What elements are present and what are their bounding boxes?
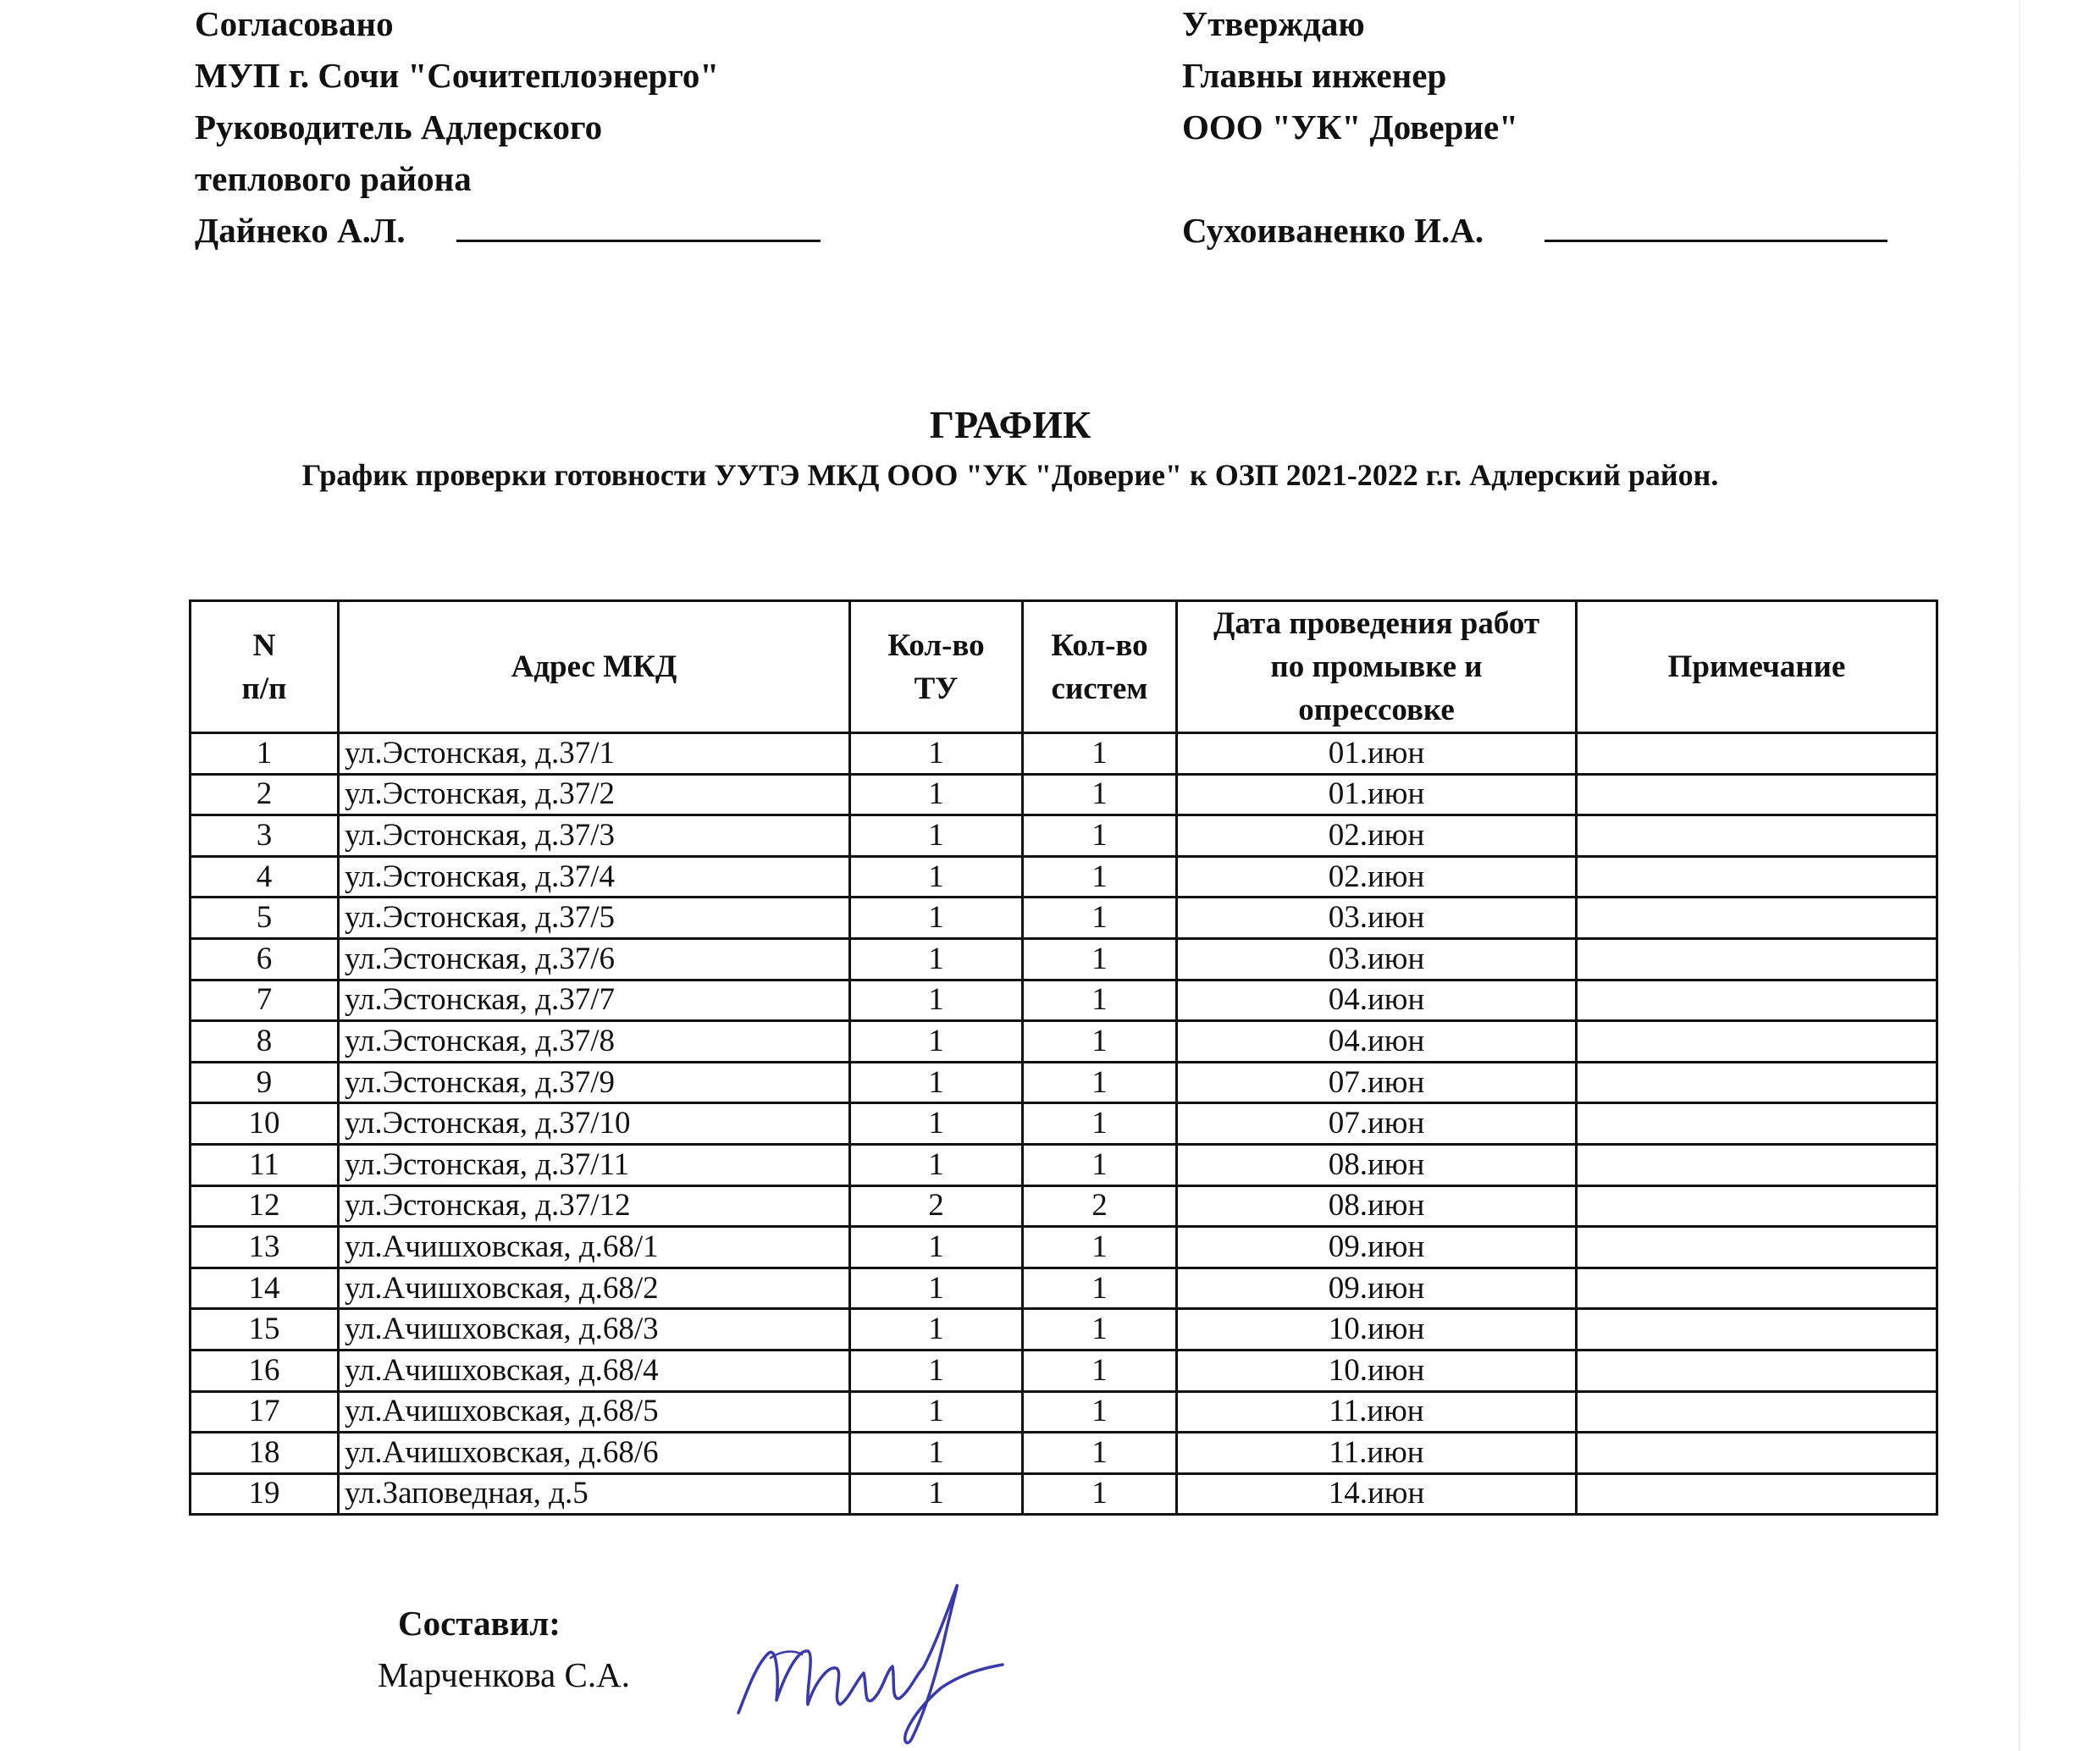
cell-systems-count: 2 [1023, 1185, 1177, 1227]
cell-tu-count: 1 [850, 1227, 1023, 1268]
cell-number: 13 [191, 1227, 339, 1268]
table-row [191, 774, 1937, 815]
cell-number: 18 [191, 1433, 339, 1474]
table-row [191, 1103, 1937, 1145]
approved-spacer [1182, 153, 1887, 205]
agreed-heading: Согласовано [195, 4, 394, 43]
cell-number: 2 [191, 774, 339, 815]
table-row [191, 1473, 1937, 1515]
cell-address: ул.Эстонская, д.37/4 [339, 856, 850, 898]
cell-note [1577, 938, 1937, 980]
cell-date: 01.июн [1177, 774, 1577, 815]
approved-organization: ООО "УК" Доверие" [1182, 108, 1518, 146]
table-row [191, 1185, 1937, 1227]
cell-systems-count: 1 [1023, 1473, 1177, 1515]
cell-note [1577, 1062, 1937, 1103]
cell-note [1577, 1144, 1937, 1185]
cell-date: 09.июн [1177, 1227, 1577, 1268]
header-systems-count: Кол-во систем [1023, 601, 1177, 733]
cell-number: 3 [191, 815, 339, 857]
cell-number: 4 [191, 856, 339, 898]
table-row [191, 1268, 1937, 1309]
cell-note [1577, 1103, 1937, 1145]
cell-address: ул.Эстонская, д.37/7 [339, 980, 850, 1021]
cell-note [1577, 1268, 1937, 1309]
cell-date: 04.июн [1177, 980, 1577, 1021]
cell-systems-count: 1 [1023, 898, 1177, 939]
agreed-position-cont: теплового района [195, 159, 472, 198]
cell-number: 9 [191, 1062, 339, 1103]
cell-address: ул.Ачишховская, д.68/4 [339, 1350, 850, 1391]
cell-note [1577, 1309, 1937, 1351]
cell-systems-count: 1 [1023, 733, 1177, 775]
cell-address: ул.Эстонская, д.37/1 [339, 733, 850, 775]
cell-number: 11 [191, 1144, 339, 1185]
scan-edge-mark [2019, 0, 2020, 1751]
cell-address: ул.Эстонская, д.37/3 [339, 815, 850, 857]
cell-number: 12 [191, 1185, 339, 1227]
cell-systems-count: 1 [1023, 815, 1177, 857]
cell-date: 09.июн [1177, 1268, 1577, 1309]
cell-tu-count: 1 [850, 856, 1023, 898]
cell-date: 04.июн [1177, 1021, 1577, 1063]
cell-systems-count: 1 [1023, 1103, 1177, 1145]
agreed-signature-row [195, 205, 821, 257]
schedule-table [189, 599, 1938, 1516]
header-note: Примечание [1577, 601, 1937, 733]
cell-note [1577, 1350, 1937, 1391]
table-row [191, 980, 1937, 1021]
cell-note [1577, 856, 1937, 898]
cell-date: 01.июн [1177, 733, 1577, 775]
cell-number: 16 [191, 1350, 339, 1391]
cell-number: 1 [191, 733, 339, 775]
cell-note [1577, 1227, 1937, 1268]
cell-address: ул.Ачишховская, д.68/6 [339, 1433, 850, 1474]
compiled-label: Составил: [398, 1604, 561, 1643]
header-tu-count: Кол-во ТУ [850, 601, 1023, 733]
cell-tu-count: 1 [850, 1391, 1023, 1433]
cell-note [1577, 1433, 1937, 1474]
cell-number: 15 [191, 1309, 339, 1351]
cell-systems-count: 1 [1023, 1309, 1177, 1351]
cell-tu-count: 1 [850, 980, 1023, 1021]
cell-note [1577, 774, 1937, 815]
cell-systems-count: 1 [1023, 774, 1177, 815]
table-row [191, 1433, 1937, 1474]
table-row [191, 1062, 1937, 1103]
approved-block [1182, 0, 1887, 257]
cell-tu-count: 1 [850, 1144, 1023, 1185]
agreed-organization: МУП г. Сочи "Сочитеплоэнерго" [195, 56, 720, 95]
cell-note [1577, 733, 1937, 775]
cell-date: 11.июн [1177, 1433, 1577, 1474]
cell-tu-count: 1 [850, 1309, 1023, 1351]
cell-number: 17 [191, 1391, 339, 1433]
cell-tu-count: 1 [850, 774, 1023, 815]
cell-number: 19 [191, 1473, 339, 1515]
cell-tu-count: 1 [850, 1473, 1023, 1515]
table-row [191, 1144, 1937, 1185]
cell-tu-count: 1 [850, 1350, 1023, 1391]
table-row [191, 938, 1937, 980]
cell-date: 10.июн [1177, 1350, 1577, 1391]
header-address: Адрес МКД [339, 601, 850, 733]
table-row [191, 1391, 1937, 1433]
cell-tu-count: 2 [850, 1185, 1023, 1227]
cell-date: 03.июн [1177, 898, 1577, 939]
handwritten-signature [730, 1573, 1052, 1751]
cell-address: ул.Ачишховская, д.68/2 [339, 1268, 850, 1309]
cell-date: 08.июн [1177, 1144, 1577, 1185]
cell-systems-count: 1 [1023, 980, 1177, 1021]
cell-tu-count: 1 [850, 898, 1023, 939]
cell-note [1577, 1185, 1937, 1227]
cell-address: ул.Эстонская, д.37/11 [339, 1144, 850, 1185]
document-subtitle: График проверки готовности УУТЭ МКД ООО "УК "Доверие" к ОЗП 2021-2022 г.г. Адлерский район. [301, 458, 1719, 492]
cell-address: ул.Эстонская, д.37/2 [339, 774, 850, 815]
cell-note [1577, 815, 1937, 857]
cell-number: 5 [191, 898, 339, 939]
header-number: N п/п [191, 601, 339, 733]
cell-systems-count: 1 [1023, 1433, 1177, 1474]
cell-tu-count: 1 [850, 1062, 1023, 1103]
cell-date: 07.июн [1177, 1103, 1577, 1145]
cell-systems-count: 1 [1023, 856, 1177, 898]
cell-note [1577, 1021, 1937, 1063]
cell-number: 10 [191, 1103, 339, 1145]
cell-date: 10.июн [1177, 1309, 1577, 1351]
cell-systems-count: 1 [1023, 938, 1177, 980]
table-row [191, 815, 1937, 857]
cell-date: 07.июн [1177, 1062, 1577, 1103]
cell-address: ул.Заповедная, д.5 [339, 1473, 850, 1515]
cell-note [1577, 980, 1937, 1021]
agreed-block [195, 0, 821, 257]
cell-tu-count: 1 [850, 1433, 1023, 1474]
table-row [191, 1309, 1937, 1351]
cell-tu-count: 1 [850, 733, 1023, 775]
cell-systems-count: 1 [1023, 1227, 1177, 1268]
cell-systems-count: 1 [1023, 1021, 1177, 1063]
cell-date: 02.июн [1177, 815, 1577, 857]
cell-systems-count: 1 [1023, 1062, 1177, 1103]
approved-signature-row [1182, 205, 1887, 257]
cell-address: ул.Ачишховская, д.68/5 [339, 1391, 850, 1433]
cell-tu-count: 1 [850, 1268, 1023, 1309]
cell-address: ул.Эстонская, д.37/12 [339, 1185, 850, 1227]
table-row [191, 898, 1937, 939]
document-title: ГРАФИК [929, 403, 1091, 446]
cell-address: ул.Ачишховская, д.68/3 [339, 1309, 850, 1351]
cell-address: ул.Эстонская, д.37/5 [339, 898, 850, 939]
cell-date: 03.июн [1177, 938, 1577, 980]
cell-systems-count: 1 [1023, 1391, 1177, 1433]
cell-number: 6 [191, 938, 339, 980]
table-row [191, 1021, 1937, 1063]
cell-date: 08.июн [1177, 1185, 1577, 1227]
approved-heading: Утверждаю [1182, 4, 1365, 43]
cell-note [1577, 1473, 1937, 1515]
cell-address: ул.Эстонская, д.37/6 [339, 938, 850, 980]
table-body [191, 733, 1937, 1515]
cell-address: ул.Эстонская, д.37/8 [339, 1021, 850, 1063]
cell-note [1577, 1391, 1937, 1433]
table-header-row [191, 601, 1937, 733]
header-date: Дата проведения работ по промывке и опрессовке [1177, 601, 1577, 733]
cell-note [1577, 898, 1937, 939]
cell-systems-count: 1 [1023, 1350, 1177, 1391]
approved-signature-line [1545, 240, 1887, 242]
cell-systems-count: 1 [1023, 1144, 1177, 1185]
cell-tu-count: 1 [850, 1103, 1023, 1145]
cell-tu-count: 1 [850, 938, 1023, 980]
agreed-position: Руководитель Адлерского [195, 108, 603, 146]
table-row [191, 733, 1937, 775]
cell-number: 7 [191, 980, 339, 1021]
cell-number: 8 [191, 1021, 339, 1063]
agreed-signature-line [456, 240, 821, 242]
cell-date: 02.июн [1177, 856, 1577, 898]
approved-position: Главны инженер [1182, 56, 1447, 95]
compiled-name: Марченкова С.А. [378, 1655, 630, 1694]
agreed-name: Дайнеко А.Л. [195, 211, 406, 250]
cell-tu-count: 1 [850, 1021, 1023, 1063]
table-row [191, 856, 1937, 898]
cell-date: 14.июн [1177, 1473, 1577, 1515]
cell-systems-count: 1 [1023, 1268, 1177, 1309]
approved-name: Сухоиваненко И.А. [1182, 211, 1484, 250]
cell-number: 14 [191, 1268, 339, 1309]
cell-address: ул.Ачишховская, д.68/1 [339, 1227, 850, 1268]
table-row [191, 1227, 1937, 1268]
cell-date: 11.июн [1177, 1391, 1577, 1433]
table-row [191, 1350, 1937, 1391]
cell-address: ул.Эстонская, д.37/10 [339, 1103, 850, 1145]
cell-tu-count: 1 [850, 815, 1023, 857]
cell-address: ул.Эстонская, д.37/9 [339, 1062, 850, 1103]
